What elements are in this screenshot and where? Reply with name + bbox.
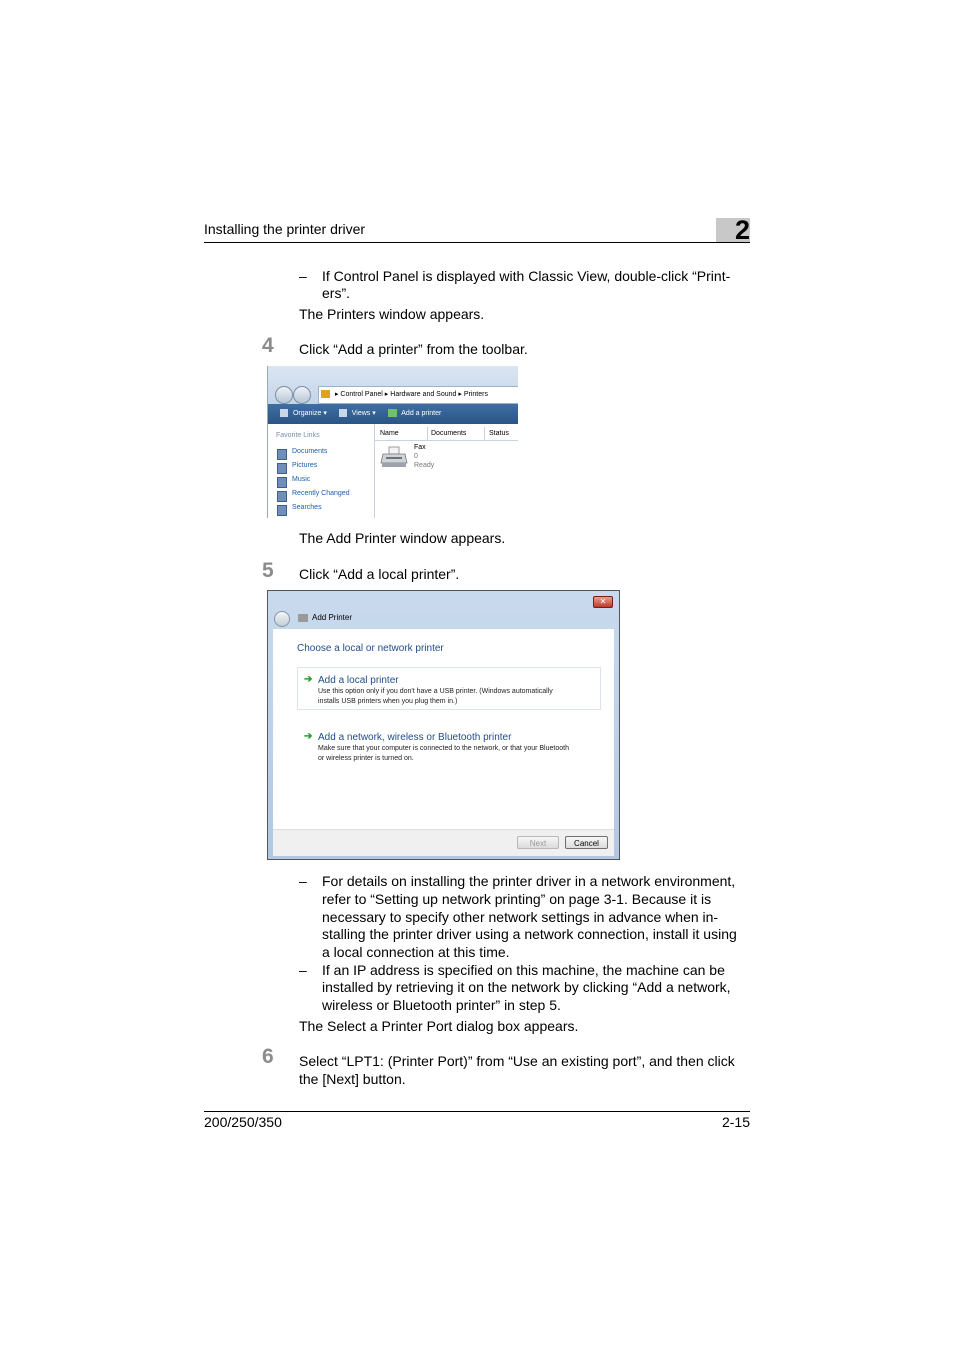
bullet-classic-view-line2: ers”. <box>322 285 350 301</box>
printer-status: Ready <box>414 462 435 469</box>
breadcrumb-hardware-and-sound[interactable]: Hardware and Sound <box>390 391 457 398</box>
add-local-printer-desc-line2: installs USB printers when you plug them in.) <box>318 698 458 705</box>
chevron-down-icon: ▾ <box>372 410 376 417</box>
chapter-number: 2 <box>734 215 750 245</box>
bullet-dash: – <box>299 962 307 978</box>
breadcrumb-control-panel[interactable]: Control Panel <box>340 391 383 398</box>
favorite-links-title: Favorite Links <box>276 432 320 439</box>
add-local-printer-title[interactable]: Add a local printer <box>318 675 399 686</box>
printers-window-appears: The Printers window appears. <box>299 306 485 322</box>
note-1-line2: refer to “Setting up network printing” on page 3-1. Because it is <box>322 891 712 907</box>
dialog-heading: Choose a local or network printer <box>297 643 444 654</box>
dialog-title: Add Printer <box>312 613 353 622</box>
column-documents[interactable]: Documents <box>431 430 467 437</box>
footer-rule <box>204 1111 750 1112</box>
column-divider[interactable] <box>484 427 485 440</box>
bullet-dash: – <box>299 268 307 284</box>
step-5-number: 5 <box>262 559 274 582</box>
printer-icon <box>298 614 308 622</box>
printer-documents: 0 <box>414 453 418 460</box>
step-4-number: 4 <box>262 334 274 357</box>
breadcrumb-separator: ▸ <box>384 391 389 398</box>
note-1-line3: necessary to specify other network settings in advance when in- <box>322 909 719 925</box>
note-2-line2: installed by retrieving it on the network by clicking “Add a network, <box>322 979 731 995</box>
recently-changed-icon <box>277 491 287 502</box>
add-printer-icon <box>388 409 397 417</box>
add-network-printer-desc-line1: Make sure that your computer is connected to the network, or that your Bluetooth <box>318 745 569 752</box>
step-5-text: Click “Add a local printer”. <box>299 566 460 582</box>
select-port-appears: The Select a Printer Port dialog box appears. <box>299 1018 579 1034</box>
dialog-body <box>273 629 614 829</box>
breadcrumb-separator: ▸ <box>458 391 462 398</box>
cancel-button[interactable]: Cancel <box>565 836 608 849</box>
close-icon: ✕ <box>599 597 607 606</box>
note-2-line1: If an IP address is specified on this machine, the machine can be <box>322 962 725 978</box>
section-title: Installing the printer driver <box>204 221 366 237</box>
chevron-down-icon: ▾ <box>323 410 327 417</box>
add-printer-window-appears: The Add Printer window appears. <box>299 530 506 546</box>
step-6-line2: the [Next] button. <box>299 1071 406 1087</box>
breadcrumb-printers[interactable]: Printers <box>463 391 488 398</box>
favorite-link-documents[interactable]: Documents <box>292 448 328 455</box>
toolbar <box>268 404 518 424</box>
favorite-link-searches[interactable]: Searches <box>292 504 322 511</box>
footer-page-number: 2-15 <box>721 1114 750 1130</box>
next-button[interactable]: Next <box>517 836 559 849</box>
organize-icon <box>280 409 288 417</box>
favorite-link-recently-changed[interactable]: Recently Changed <box>292 490 350 497</box>
dialog-footer <box>273 829 614 856</box>
note-1-line1: For details on installing the printer driver in a network environment, <box>322 873 736 889</box>
step-4-text: Click “Add a printer” from the toolbar. <box>299 341 528 357</box>
searches-icon <box>277 505 287 516</box>
folder-icon <box>321 390 330 398</box>
forward-button[interactable] <box>293 386 311 404</box>
note-1-line5: a local connection at this time. <box>322 944 510 960</box>
bullet-dash: – <box>299 873 307 889</box>
note-1-line4: stalling the printer driver using a network connection, install it using <box>322 926 737 942</box>
add-a-printer-button[interactable]: Add a printer <box>401 410 442 417</box>
back-button[interactable] <box>274 611 290 627</box>
step-6-number: 6 <box>262 1045 274 1068</box>
back-button[interactable] <box>275 386 293 404</box>
organize-button[interactable]: Organize <box>292 410 322 417</box>
documents-icon <box>277 449 287 460</box>
green-arrow-icon: ➔ <box>304 731 313 742</box>
breadcrumb[interactable] <box>318 386 518 404</box>
add-printer-dialog-screenshot <box>267 590 620 860</box>
footer-model: 200/250/350 <box>204 1114 282 1130</box>
add-network-printer-title[interactable]: Add a network, wireless or Bluetooth printer <box>318 732 512 743</box>
note-2-line3: wireless or Bluetooth printer” in step 5. <box>322 997 561 1013</box>
breadcrumb-separator: ▸ <box>334 391 339 398</box>
step-6-line1: Select “LPT1: (Printer Port)” from “Use an existing port”, and then click <box>299 1053 735 1069</box>
music-icon <box>277 477 287 488</box>
add-network-printer-desc-line2: or wireless printer is turned on. <box>318 755 414 762</box>
printer-name: Fax <box>414 444 426 451</box>
bullet-classic-view-line1: If Control Panel is displayed with Classic View, double-click “Print- <box>322 268 731 284</box>
favorite-link-pictures[interactable]: Pictures <box>292 462 318 469</box>
column-divider[interactable] <box>427 427 428 440</box>
views-icon <box>339 409 347 417</box>
fax-printer-icon[interactable] <box>380 446 408 468</box>
column-name[interactable]: Name <box>380 430 399 437</box>
printers-window-screenshot <box>267 366 518 518</box>
pictures-icon <box>277 463 287 474</box>
add-local-printer-desc-line1: Use this option only if you don't have a USB printer. (Windows automatically <box>318 688 553 695</box>
header-rule <box>204 242 750 243</box>
close-button[interactable] <box>593 596 613 608</box>
green-arrow-icon: ➔ <box>304 674 313 685</box>
column-status[interactable]: Status <box>489 430 509 437</box>
favorite-link-music[interactable]: Music <box>292 476 311 483</box>
views-button[interactable]: Views <box>351 410 371 417</box>
